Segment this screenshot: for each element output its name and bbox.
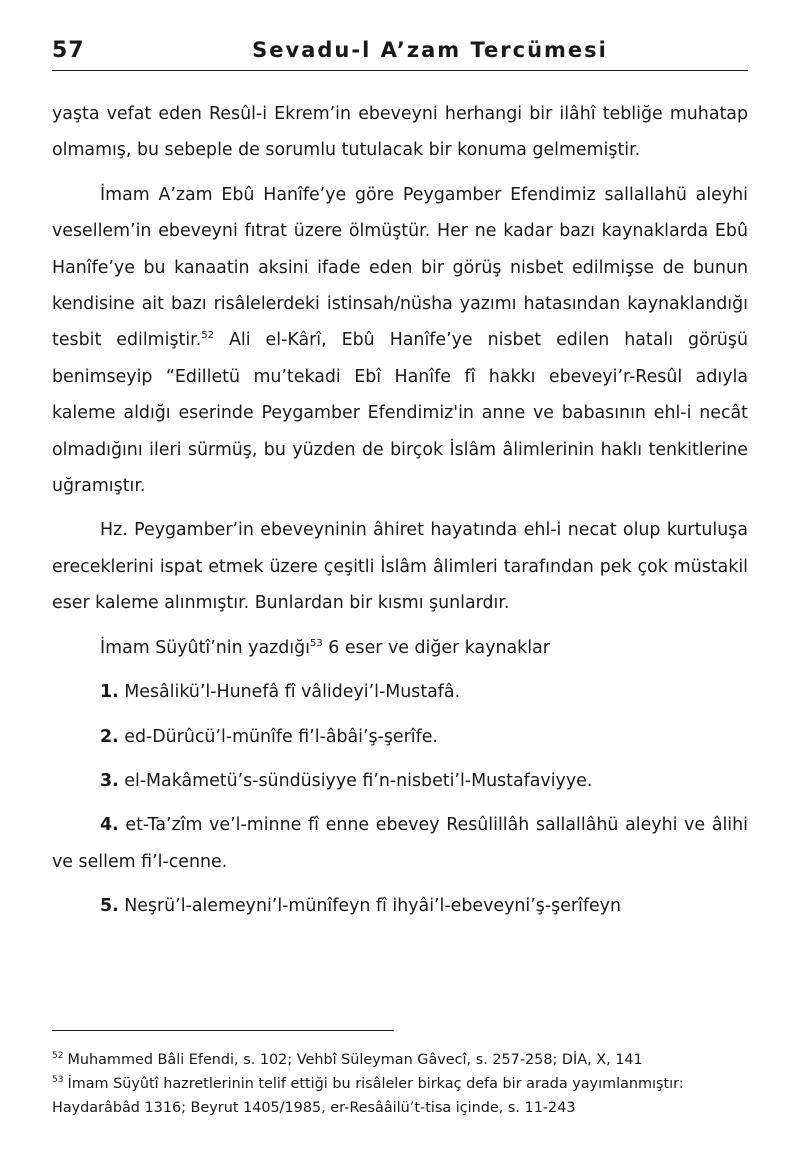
paragraph-3: Hz. Peygamber’in ebeveyninin âhiret hayatında ehl-i necat olup kurtuluşa ereceklerini ispat etmek üzere çeşitli İslâm âlimleri tarafından pek çok müstakil eser kaleme alınmıştır. Bunlardan bir kısmı şunlardır. [52, 520, 748, 614]
footnote-text: Muhammed Bâli Efendi, s. 102; Vehbî Süleyman Gâvecî, s. 257-258; DİA, X, 141 [67, 1052, 643, 1068]
list-item-number: 1. [100, 682, 119, 703]
list-item-text: Mesâlikü’l-Hunefâ fî vâlideyi’l-Mustafâ. [118, 682, 461, 703]
paragraph-2-part-b: Ali el-Kârî, Ebû Hanîfe’ye nisbet edilen hatalı görüşü benimseyip “Edilletü mu’tekadi Ebî Hanîfe fî hakkı ebeveyi’r-Resûl adıyla kaleme aldığı eserinde Peygamber Efendimiz'in anne ve babasının ehl-i necât olmadığını ileri sürmüş, bu yüzden de birçok İslâm âlimlerinin haklı tenkitlerine uğramıştır. [52, 330, 748, 497]
footnote-53 [52, 1072, 748, 1120]
list-item-number: 2. [100, 726, 119, 747]
footnote-separator [52, 1030, 394, 1031]
list-item-number: 3. [100, 770, 119, 791]
paragraph-4-part-b: 6 eser ve diğer kaynaklar [322, 637, 550, 658]
footnote-52 [52, 1048, 748, 1072]
list-item-text: et-Ta’zîm ve’l-minne fî enne ebevey Resûlillâh sallallâhü aleyhi ve âlihi ve sellem fi’l-cenne. [52, 815, 748, 872]
footnote-mark: 53 [52, 1075, 64, 1086]
header-rule [52, 70, 748, 71]
footnote-ref-52[interactable]: 52 [201, 330, 214, 342]
list-item [52, 719, 748, 755]
paragraph-4 [52, 630, 748, 666]
paragraph-1: yaşta vefat eden Resûl-i Ekrem’in ebeveyni herhangi bir ilâhî tebliğe muhatap olmamış, bu sebeple de sorumlu tutulacak bir konuma gelmemiştir. [52, 104, 748, 161]
running-title: Sevadu-l A’zam Tercümesi [252, 38, 608, 62]
list-item-number: 4. [100, 815, 119, 836]
list-item [52, 888, 748, 924]
list-item-text: el-Makâmetü’s-sündüsiyye fi’n-nisbeti’l-Mustafaviyye. [118, 770, 593, 791]
paragraph-2 [52, 177, 748, 505]
list-item-text: ed-Dürûcü’l-münîfe fi’l-âbâi’ş-şerîfe. [118, 726, 438, 747]
footnote-ref-53[interactable]: 53 [309, 637, 323, 649]
list-item-number: 5. [100, 896, 119, 917]
paragraph-4-part-a: İmam Süyûtî’nin yazdığı [100, 637, 310, 658]
body-text [52, 96, 748, 925]
list-item [52, 674, 748, 710]
list-item [52, 763, 748, 799]
list-item-text: Neşrü’l-alemeyni’l-münîfeyn fî ihyâi’l-ebeveyni’ş-şerîfeyn [118, 896, 621, 917]
page-number: 57 [52, 38, 85, 63]
paragraph-2-part-a: İmam A’zam Ebû Hanîfe’ye göre Peygamber Efendimiz sallallahü aleyhi vesellem’in ebeveyni fıtrat üzere ölmüştür. Her ne kadar bazı kaynaklarda Ebû Hanîfe’ye bu kanaatin aksini ifade eden bir görüş nisbet edilmişse de bunun kendisine ait bazı risâlelerdeki istinsah/nüsha yazımı hatasından kaynaklandığı tesbit edilmiştir. [52, 184, 748, 351]
footnote-mark: 52 [52, 1051, 64, 1062]
page-header [52, 38, 748, 70]
footnotes [52, 1048, 748, 1120]
list-item [52, 807, 748, 880]
footnote-text: İmam Süyûtî hazretlerinin telif ettiği bu risâleler birkaç defa bir arada yayımlanmıştır: Haydarâbâd 1316; Beyrut 1405/1985, er-Resââilü’t-tisa içinde, s. 11-243 [52, 1076, 684, 1116]
